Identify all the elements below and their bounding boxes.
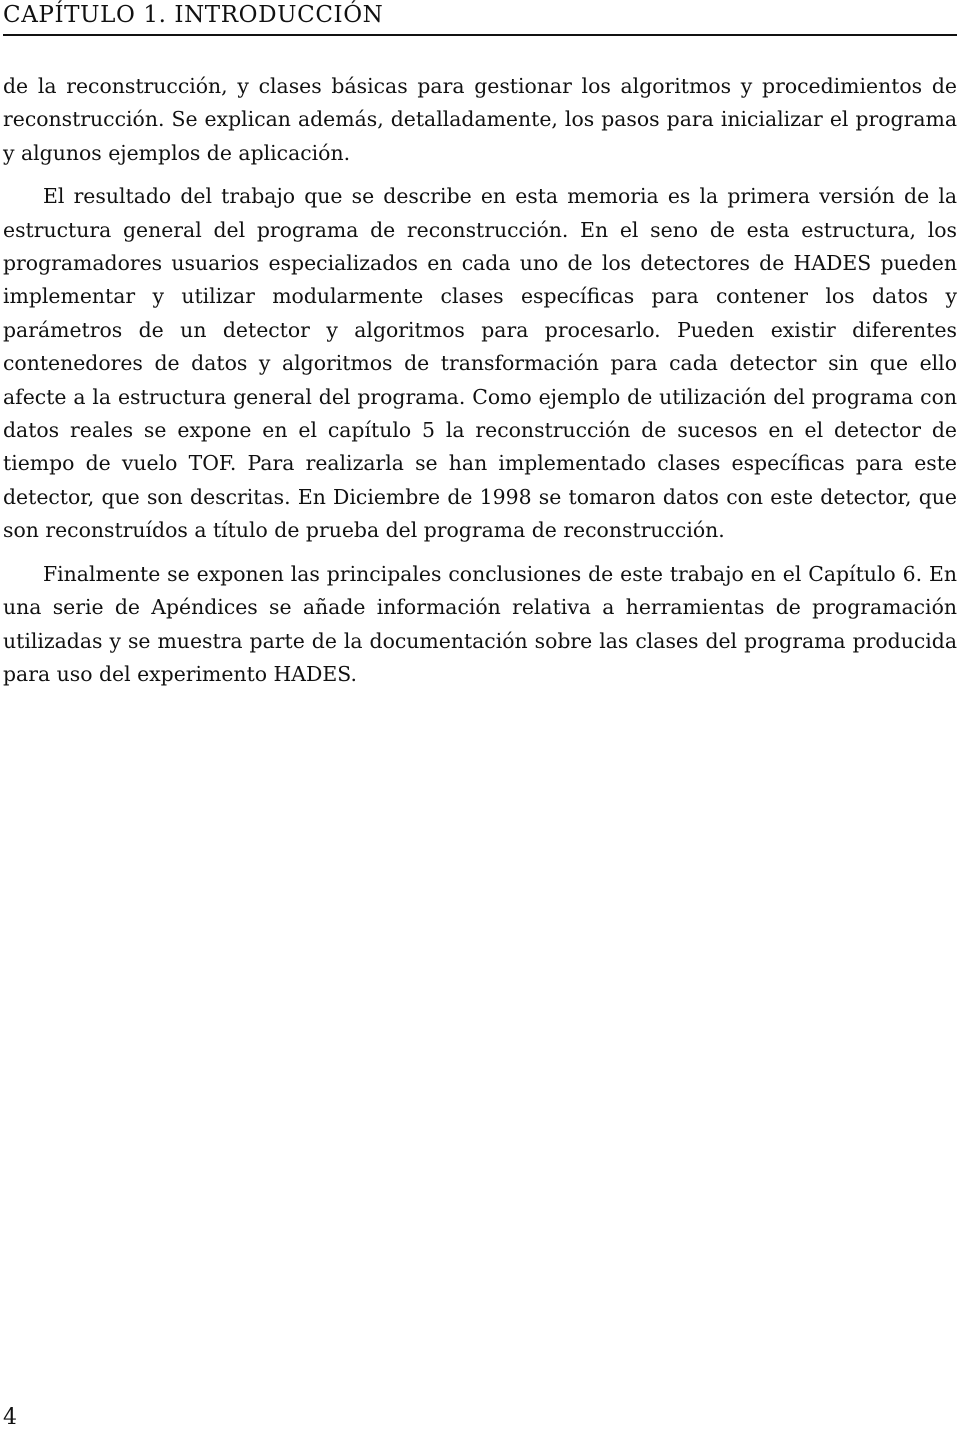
paragraph-results: El resultado del trabajo que se describe en esta memoria es la primera versión de la estructura general del programa de reconstrucción. En el seno de esta estructura, los programadores usuarios especializados en cada uno de los detectores de HADES pueden implementar y utilizar modularmente clases específicas para contener los datos y parámetros de un detector y algoritmos para procesarlo. Pueden existir diferentes contenedores de datos y algoritmos de transformación para cada detector sin que ello afecte a la estructura general del programa. Como ejemplo de utilización del programa con datos reales se expone en el capítulo 5 la reconstrucción de sucesos en el detector de tiempo de vuelo TOF. Para realizarla se han implementado clases específicas para este detector, que son descritas. En Diciembre de 1998 se tomaron datos con este detector, que son reconstruídos a título de prueba del programa de reconstrucción. bbox=[3, 184, 957, 543]
chapter-body bbox=[3, 70, 957, 701]
chapter-running-title: CAPÍTULO 1. INTRODUCCIÓN bbox=[3, 2, 384, 28]
paragraph-continuation: de la reconstrucción, y clases básicas para gestionar los algoritmos y procedimientos de reconstrucción. Se explican además, detalladamente, los pasos para inicializar el programa y algunos ejemplos de aplicación. bbox=[3, 74, 957, 165]
running-header bbox=[3, 0, 957, 36]
page-number: 4 bbox=[3, 1405, 17, 1430]
paragraph-conclusions: Finalmente se exponen las principales conclusiones de este trabajo en el Capítulo 6. En una serie de Apéndices se añade información relativa a herramientas de programación utilizadas y se muestra parte de la documentación sobre las clases del programa producida para uso del experimento HADES. bbox=[3, 561, 957, 686]
